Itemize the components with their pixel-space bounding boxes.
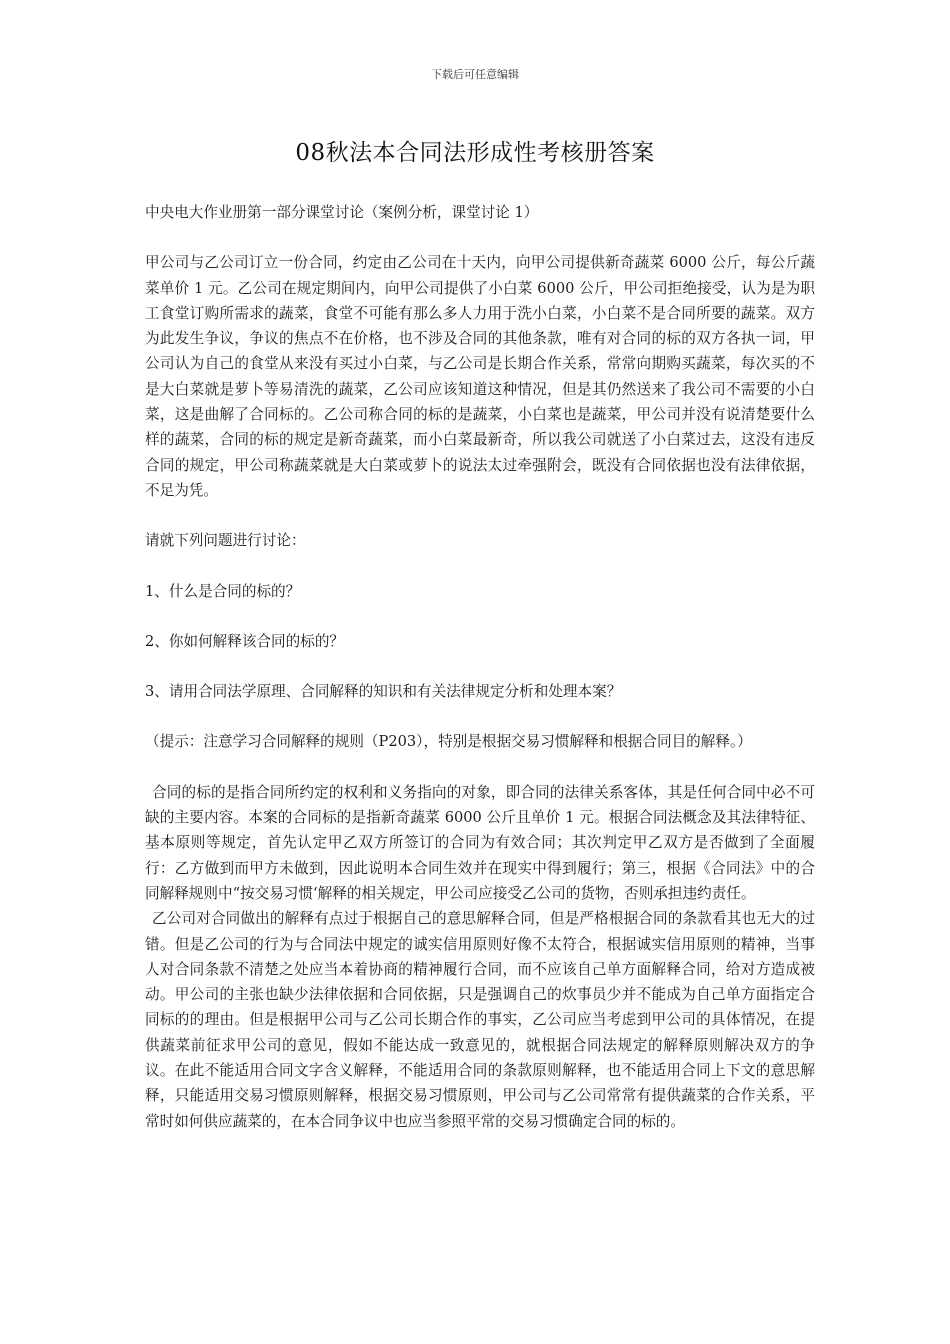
answer-paragraph-1: 合同的标的是指合同所约定的权利和义务指向的对象，即合同的法律关系客体，其是任何合同中必不可缺的主要内容。本案的合同标的是指新奇蔬菜 6000 公斤且单价 1 元。根据合同法概念及其法律特征、基本原则等规定，首先认定甲乙双方所签订的合同为有效合同；其次判定甲乙双方是否做到了全面履行：乙方做到而甲方未做到，因此说明本合同生效并在现实中得到履行；第三，根据《合同法》中的合同解释规则中“按交易习惯‘解释的相关规定，甲公司应接受乙公司的货物，否则承担违约责任。 (145, 783, 815, 902)
section-subtitle: 中央电大作业册第一部分课堂讨论（案例分析，课堂讨论 1） (145, 204, 539, 221)
document-body (145, 200, 815, 1134)
page-header-note: 下载后可任意编辑 (431, 68, 519, 81)
question-3: 3、请用合同法学原理、合同解释的知识和有关法律规定分析和处理本案？ (145, 683, 622, 701)
case-paragraph: 甲公司与乙公司订立一份合同，约定由乙公司在十天内，向甲公司提供新奇蔬菜 6000 公斤，每公斤蔬菜单价 1 元。乙公司在规定期间内，向甲公司提供了小白菜 6000 公斤，甲公司拒绝接受，认为是为职工食堂订购所需求的蔬菜，食堂不可能有那么多人力用于洗小白菜，小白菜不是合同所要的蔬菜。双方为此发生争议，争议的焦点不在价格，也不涉及合同的其他条款，唯有对合同的标的双方各执一词，甲公司认为自己的食堂从来没有买过小白菜，与乙公司是长期合作关系，常常向期购买蔬菜，每次买的不是大白菜就是萝卜等易清洗的蔬菜，乙公司应该知道这种情况，但是其仍然送来了我公司不需要的小白菜，这是曲解了合同标的。乙公司称合同的标的是蔬菜，小白菜也是蔬菜，甲公司并没有说清楚要什么样的蔬菜，合同的标的规定是新奇蔬菜，而小白菜最新奇，所以我公司就送了小白菜过去，这没有违反合同的规定，甲公司称蔬菜就是大白菜或萝卜的说法太过牵强附会，既没有合同依据也没有法律依据，不足为凭。 (145, 254, 816, 499)
question-1: 1、什么是合同的标的？ (145, 582, 301, 600)
document-title: 08秋法本合同法形成性考核册答案 (295, 140, 655, 166)
hint-paragraph: （提示：注意学习合同解释的规则（P203），特别是根据交易习惯解释和根据合同目的解释。） (145, 733, 752, 751)
answer-paragraph-2: 乙公司对合同做出的解释有点过于根据自己的意思解释合同，但是严格根据合同的条款看其也无大的过错。但是乙公司的行为与合同法中规定的诚实信用原则好像不太符合，根据诚实信用原则的精神，当事人对合同条款不清楚之处应当本着协商的精神履行合同，而不应该自己单方面解释合同，给对方造成被动。甲公司的主张也缺少法律依据和合同依据，只是强调自己的炊事员少并不能成为自己单方面指定合同标的的理由。但是根据甲公司与乙公司长期合作的事实，乙公司应当考虑到甲公司的具体情况，在提供蔬菜前征求甲公司的意见，假如不能达成一致意见的，就根据合同法规定的解释原则解决双方的争议。在此不能适用合同文字含义解释，不能适用合同的条款原则解释，也不能适用合同上下文的意思解释，只能适用交易习惯原则解释，根据交易习惯原则，甲公司与乙公司常常有提供蔬菜的合作关系，平常时如何供应蔬菜的，在本合同争议中也应当参照平常的交易习惯确定合同的标的。 (145, 910, 815, 1130)
discussion-prompt: 请就下列问题进行讨论： (145, 532, 306, 550)
question-2: 2、你如何解释该合同的标的？ (145, 632, 345, 650)
